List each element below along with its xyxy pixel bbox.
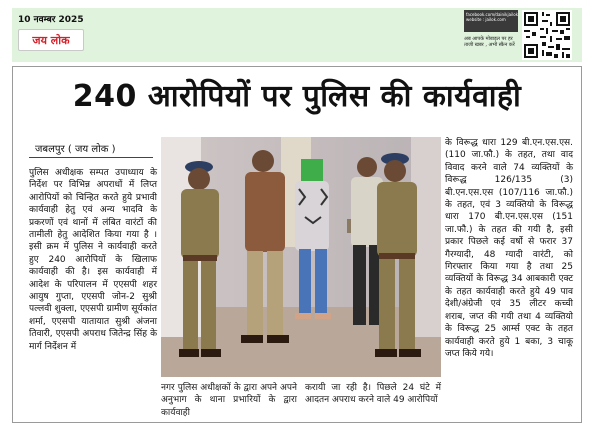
article-column-left: पुलिस अधीक्षक सम्पत उपाध्याय के निर्देश पर विभिन्न अपराधों में लिप्त आरोपियों को चिन्हित करते हुये प्रभावी कार्यवाही हेतु एवं अन्य भादवि के प्रकरणों एवं थानों में लंबित वारंटों की तामीली हेतु आदेशित किया गया है । इसी क्रम में पुलिस ने कार्यवाही करते हुए 240 आरोपियों के खिलाफ कार्यवाही की है। इस कार्यवाही में आदेश के परिपालन में एएसपी शहर आयुष गुप्ता, एएसपी जोन-2 सुश्री पल्लवी शुक्ला, एएसपी ग्रामीण सूर्यकांत शर्मा, एएसपी यातायात सुश्री अंजना तिवारी, एएसपी अपराध जितेन्द्र सिंह के मार्ग निर्देशन में <box>29 168 157 352</box>
masthead <box>12 8 582 62</box>
newspaper-logo[interactable] <box>18 28 84 52</box>
social-links: facebook.com/dainikjailok website : jailok.com <box>464 10 518 32</box>
qr-promo-text: अब आपके मोबाइल पर हर ताजी खबर , अभी स्कैन करें <box>464 36 515 48</box>
article-dateline: जबलपुर ( जय लोक ) <box>35 144 116 155</box>
edition-date: 10 नवम्बर 2025 <box>18 15 84 25</box>
logo-text: जय लोक <box>18 29 84 51</box>
news-photo <box>161 137 441 377</box>
article-column-right: के विरूद्ध धारा 129 बी.एन.एस.एस. (110 जा.फौ.) के तहत, तथा वाद विवाद करने वाले 74 व्यक्तियों के विरूद्ध 126/135 (3) बी.एन.एस.एस (107/116 जा.फौ.) के तहत, एवं 3 व्यक्तियो के विरूद्ध धारा 170 बी.एन.एस.एस (151 जा.फौ.) के तहत की गयी है, इसी प्रकार पिछले कई वर्षो से फरार 37 गैरग्यादी, 48 ग्यादी वारंटी, को गिरफ्तार किया गया है तथा 25 व्यक्तियों के विरूद्ध 34 आबकारी एक्ट के तहत कार्यवाही करते हुये 49 पाव देशी/अंग्रेजी एवं 35 लीटर कच्ची शराब, जप्त की गयी तथा 4 व्यक्तियो के विरूद्ध 25 आर्म्स एक्ट के तहत कार्यवाही करते हुये 1 बका, 3 चाकू जप्त किये गये। <box>445 138 573 359</box>
article-headline: 240 आरोपियों पर पुलिस की कार्यवाही <box>72 79 522 114</box>
article-photo-caption-left: नगर पुलिस अधीक्षकों के द्वारा अपने अपने अनुभाग के थाना प्रभारियों के द्वारा कार्यवाही <box>161 383 297 418</box>
dateline-divider <box>29 157 153 158</box>
qr-code-icon[interactable] <box>522 10 572 60</box>
article-photo-caption-right: करायी जा रही है। पिछले 24 घंटे में आदतन अपराध करने वाले 49 आरोपियों <box>305 383 441 406</box>
news-article <box>12 66 582 423</box>
